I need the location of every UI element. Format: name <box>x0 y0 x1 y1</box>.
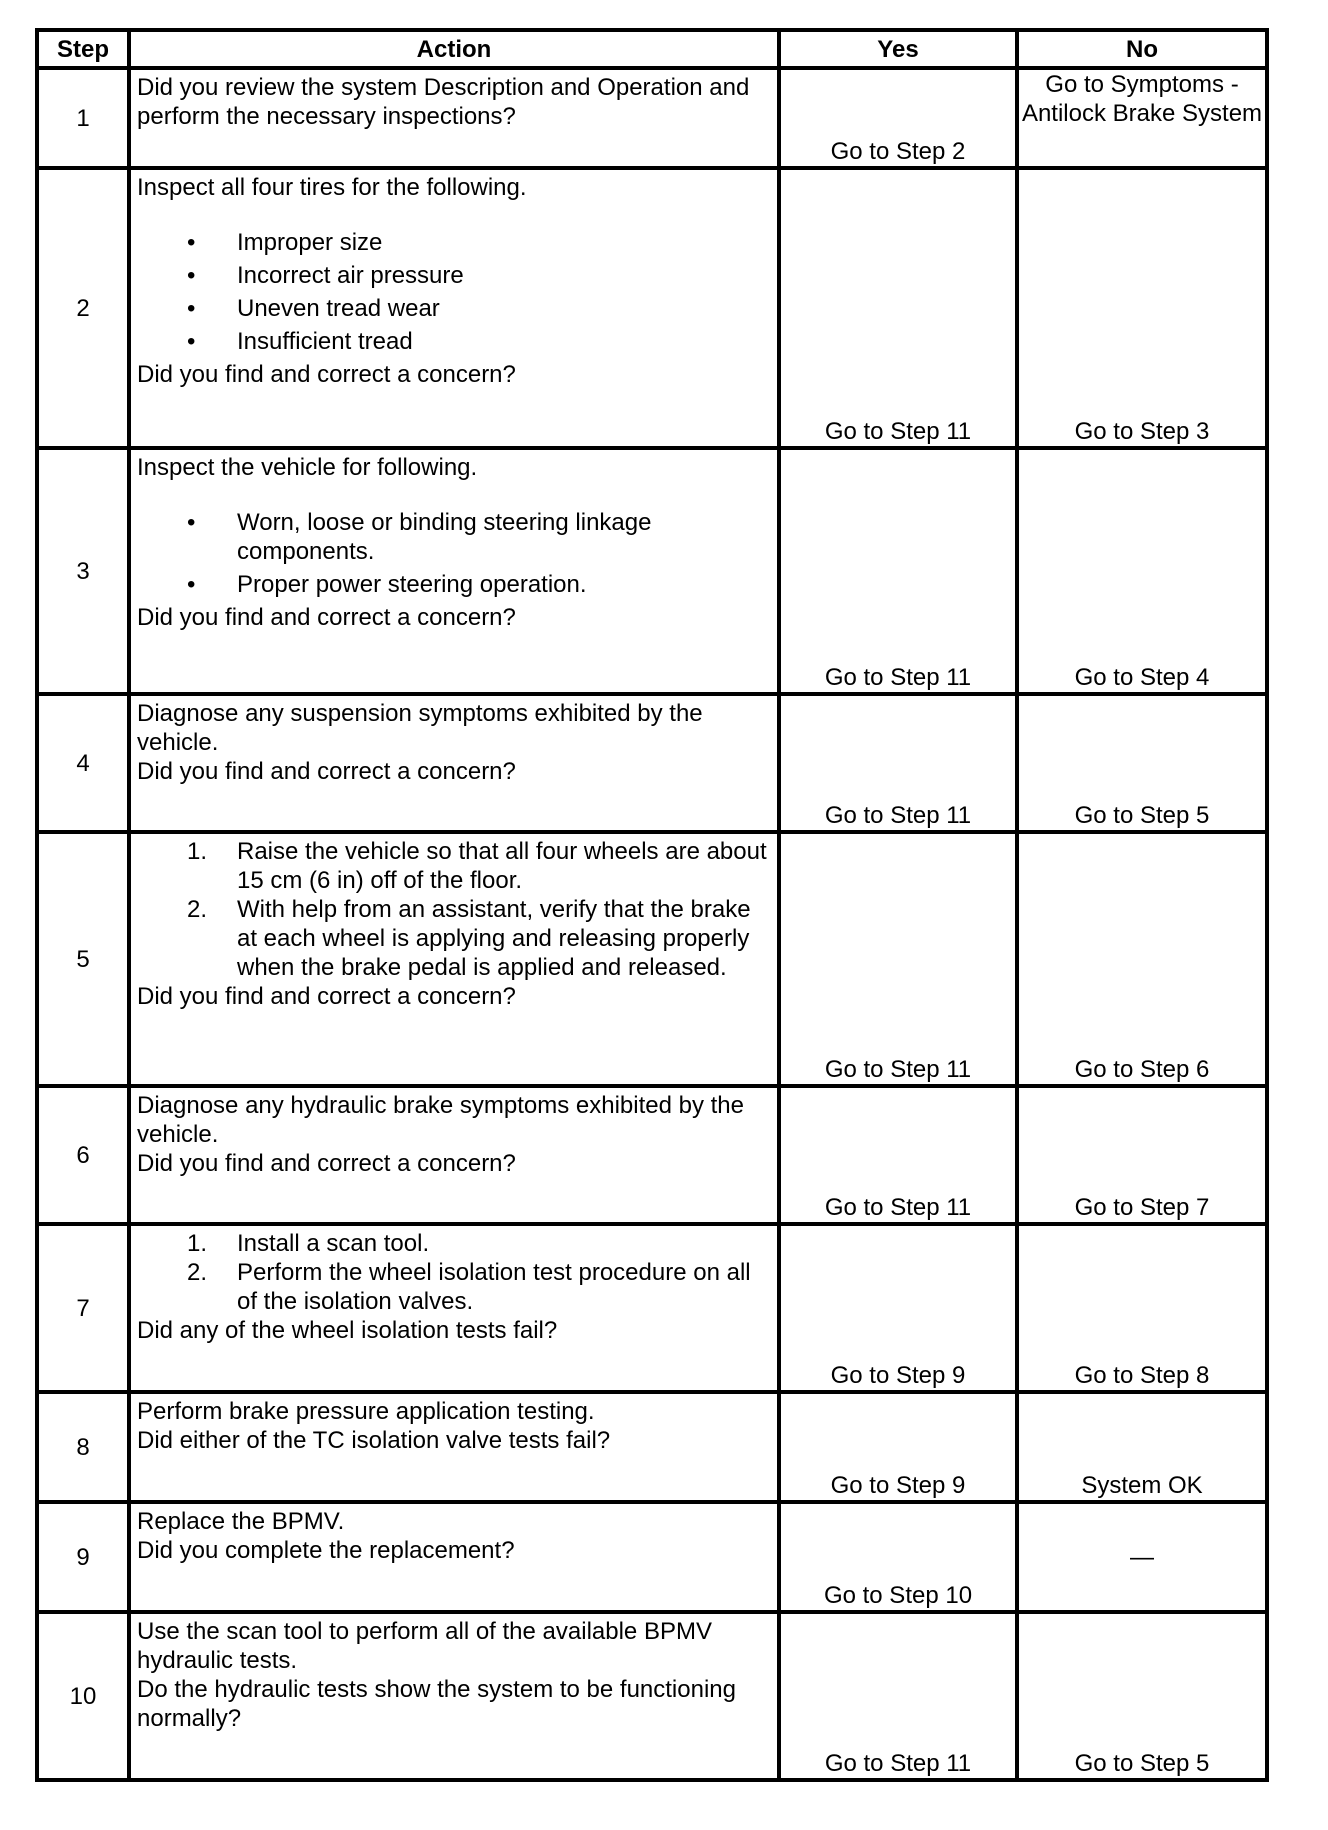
step-number: 6 <box>37 1086 129 1224</box>
no-result: Go to Step 7 <box>1017 1086 1267 1224</box>
action-cell <box>129 1612 779 1780</box>
no-result: Go to Step 5 <box>1017 1612 1267 1780</box>
yes-result: Go to Step 11 <box>779 832 1017 1086</box>
list-number: 2. <box>187 1259 208 1286</box>
list-item: • Proper power steering operation. <box>137 570 771 599</box>
no-result: Go to Symptoms - Antilock Brake System <box>1017 68 1267 168</box>
action-question: Did either of the TC isolation valve tests fail? <box>137 1427 611 1454</box>
list-item: • Insufficient tread <box>137 327 771 356</box>
yes-result: Go to Step 11 <box>779 448 1017 694</box>
list-item: • Uneven tread wear <box>137 294 771 323</box>
yes-result: Go to Step 9 <box>779 1224 1017 1392</box>
list-item: • Incorrect air pressure <box>137 261 771 290</box>
step-number: 5 <box>37 832 129 1086</box>
list-item <box>137 837 771 895</box>
action-text: Diagnose any suspension symptoms exhibited by the vehicle. <box>137 700 703 756</box>
action-cell <box>129 1224 779 1392</box>
action-question: Did you find and correct a concern? <box>137 361 516 388</box>
list-item: • Worn, loose or binding steering linkage components. <box>137 508 771 566</box>
list-text: Perform the wheel isolation test procedure on all of the isolation valves. <box>237 1259 751 1315</box>
action-question: Did you find and correct a concern? <box>137 758 516 785</box>
table-row <box>37 1502 1267 1612</box>
no-result: Go to Step 4 <box>1017 448 1267 694</box>
no-result: Go to Step 5 <box>1017 694 1267 832</box>
no-result: Go to Step 6 <box>1017 832 1267 1086</box>
diagnostic-table <box>35 28 1269 1782</box>
table-row <box>37 1392 1267 1502</box>
yes-result: Go to Step 11 <box>779 1086 1017 1224</box>
yes-result: Go to Step 11 <box>779 694 1017 832</box>
no-result: Go to Step 8 <box>1017 1224 1267 1392</box>
action-cell <box>129 68 779 168</box>
action-text: Use the scan tool to perform all of the available BPMV hydraulic tests. <box>137 1618 712 1674</box>
step-number: 2 <box>37 168 129 448</box>
step-number: 1 <box>37 68 129 168</box>
bullet-list <box>137 508 771 599</box>
numbered-list <box>137 837 771 982</box>
table-row <box>37 1612 1267 1780</box>
list-item <box>137 1229 771 1258</box>
action-text: Did you review the system Description and Operation and perform the necessary inspections? <box>137 74 750 130</box>
header-action: Action <box>129 30 779 68</box>
header-yes: Yes <box>779 30 1017 68</box>
no-result: System OK <box>1017 1392 1267 1502</box>
step-number: 3 <box>37 448 129 694</box>
action-text: Replace the BPMV. <box>137 1508 345 1535</box>
yes-result: Go to Step 11 <box>779 1612 1017 1780</box>
action-question: Did any of the wheel isolation tests fail? <box>137 1317 558 1344</box>
yes-result: Go to Step 11 <box>779 168 1017 448</box>
table-row <box>37 68 1267 168</box>
yes-result: Go to Step 9 <box>779 1392 1017 1502</box>
action-cell <box>129 1392 779 1502</box>
table-row <box>37 168 1267 448</box>
action-cell <box>129 694 779 832</box>
action-text: Inspect all four tires for the following. <box>137 174 527 201</box>
no-result: Go to Step 3 <box>1017 168 1267 448</box>
table-row <box>37 832 1267 1086</box>
list-text: Raise the vehicle so that all four wheels are about 15 cm (6 in) off of the floor. <box>237 838 767 894</box>
step-number: 7 <box>37 1224 129 1392</box>
header-step: Step <box>37 30 129 68</box>
action-question: Did you complete the replacement? <box>137 1537 515 1564</box>
action-question: Did you find and correct a concern? <box>137 1150 516 1177</box>
yes-result: Go to Step 2 <box>779 68 1017 168</box>
table-row <box>37 694 1267 832</box>
action-cell <box>129 1086 779 1224</box>
list-item: • Improper size <box>137 228 771 257</box>
list-text: With help from an assistant, verify that the brake at each wheel is applying and releasing properly when the brake pedal is applied and released. <box>237 896 751 981</box>
list-number: 1. <box>187 1230 208 1257</box>
header-no: No <box>1017 30 1267 68</box>
action-question: Did you find and correct a concern? <box>137 604 516 631</box>
bullet-list <box>137 228 771 356</box>
table-row <box>37 1086 1267 1224</box>
step-number: 8 <box>37 1392 129 1502</box>
action-cell <box>129 1502 779 1612</box>
step-number: 10 <box>37 1612 129 1780</box>
action-text: Diagnose any hydraulic brake symptoms exhibited by the vehicle. <box>137 1092 744 1148</box>
yes-result: Go to Step 10 <box>779 1502 1017 1612</box>
header-row <box>37 30 1267 68</box>
table-row <box>37 448 1267 694</box>
step-number: 4 <box>37 694 129 832</box>
action-cell <box>129 168 779 448</box>
action-question: Do the hydraulic tests show the system to be functioning normally? <box>137 1676 736 1732</box>
list-item <box>137 1258 771 1316</box>
list-number: 2. <box>187 896 208 923</box>
action-text: Perform brake pressure application testing. <box>137 1398 595 1425</box>
action-question: Did you find and correct a concern? <box>137 983 516 1010</box>
step-number: 9 <box>37 1502 129 1612</box>
list-number: 1. <box>187 838 208 865</box>
numbered-list <box>137 1229 771 1316</box>
list-text: Install a scan tool. <box>237 1230 430 1257</box>
action-text: Inspect the vehicle for following. <box>137 454 478 481</box>
table-row <box>37 1224 1267 1392</box>
action-cell <box>129 448 779 694</box>
list-item <box>137 895 771 982</box>
no-result: — <box>1017 1502 1267 1612</box>
action-cell <box>129 832 779 1086</box>
